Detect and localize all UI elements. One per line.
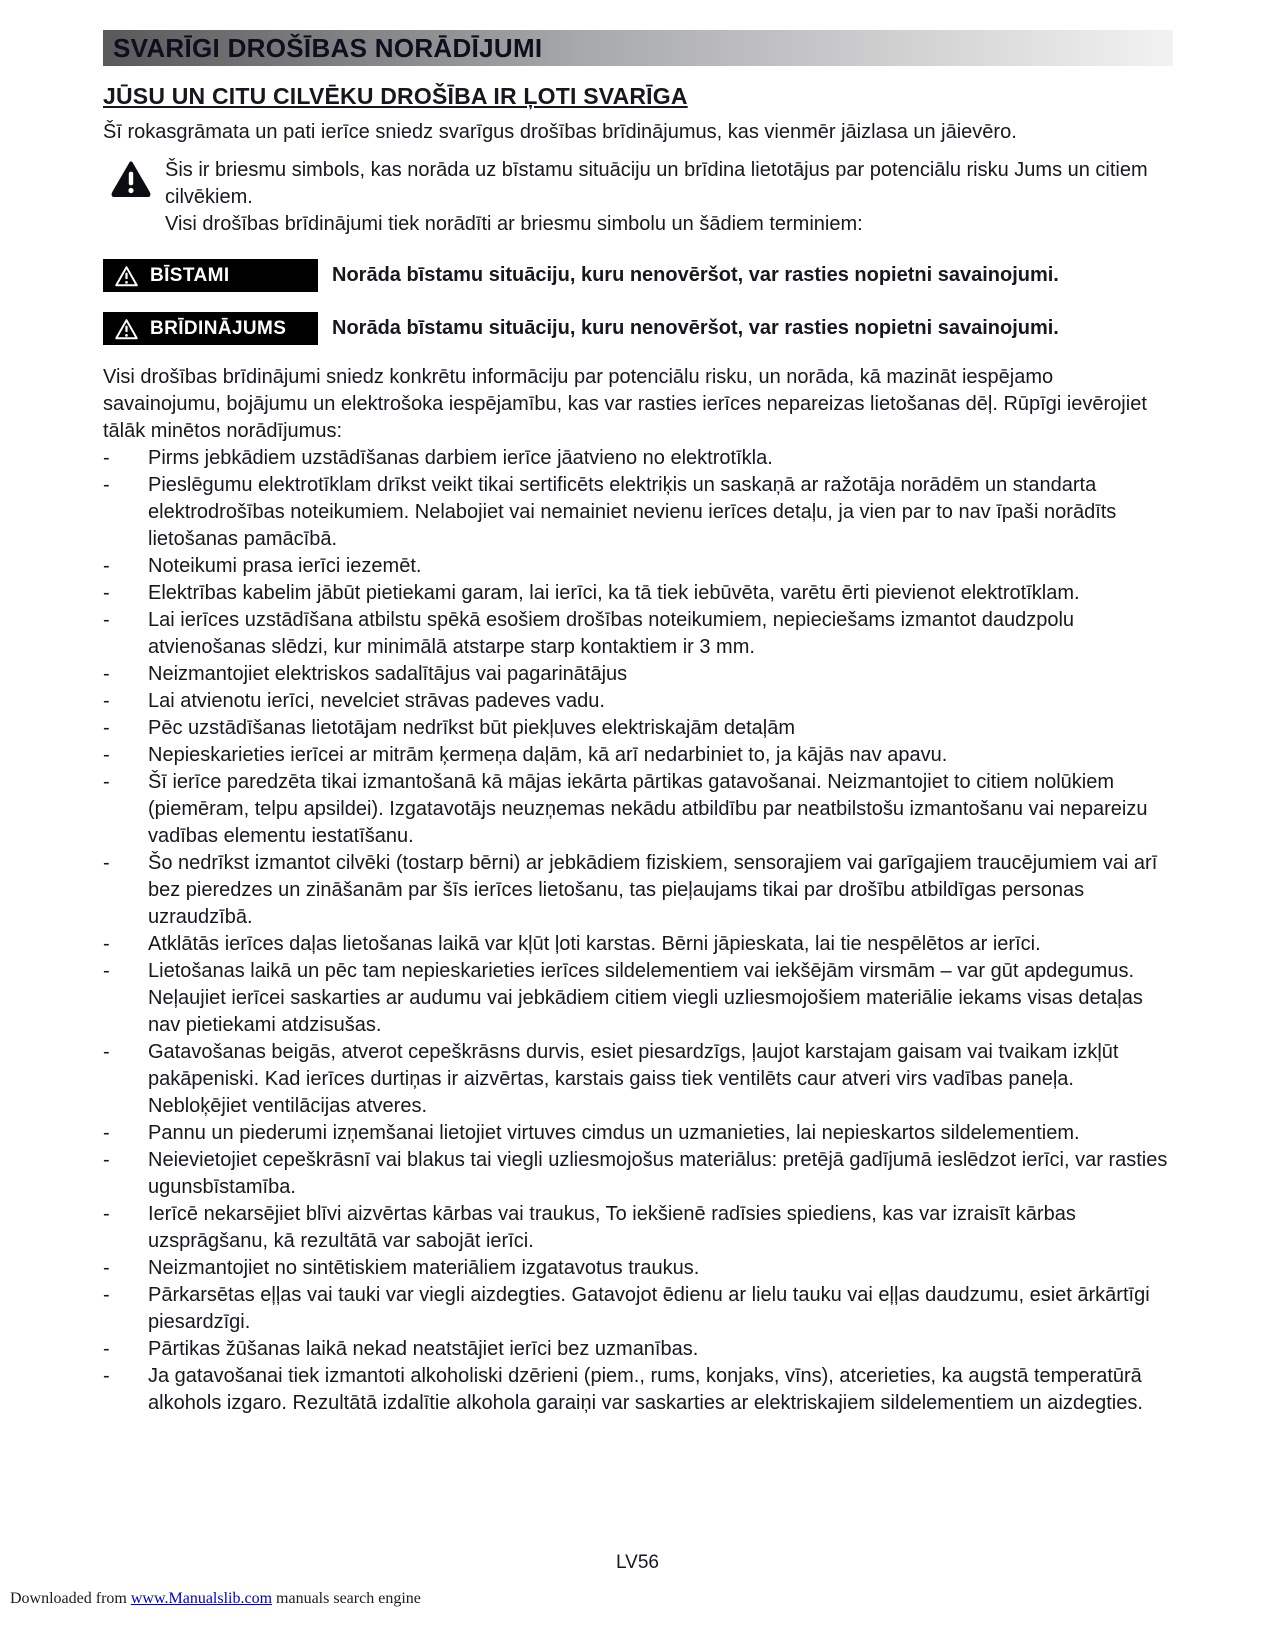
bullet-dash: - [103,1338,110,1360]
list-item-text: Nepieskarieties ierīcei ar mitrām ķermeņa daļām, kā arī nedarbiniet to, ja kājās nav apavu. [148,744,948,766]
page-content [103,30,1173,1417]
list-item-text: Lietošanas laikā un pēc tam nepieskarieties ierīces sildelementiem vai iekšējām virsmām – var gūt apdegumus. Neļaujiet ierīcei saskarties ar audumu vai jebkādiem citiem viegli uzliesmojošiem materiālie iekams visas detaļas nav pietiekami atdzisušas. [148,960,1143,1036]
list-item [103,445,1173,472]
warning-badges [103,259,1173,345]
warning-text: Norāda bīstamu situāciju, kuru nenovēršot, var rasties nopietni savainojumi. [332,317,1059,339]
bullet-dash: - [103,1365,110,1387]
bullet-dash: - [103,1257,110,1279]
list-item [103,769,1173,850]
safety-info-paragraph: Visi drošības brīdinājumi sniedz konkrētu informāciju par potenciālu risku, un norāda, kā mazināt iespējamo savainojumu, bojājumu un elektrošoka iespējamību, kas var rasties ierīces nepareizas lietošanas dēļ. Rūpīgi ievērojiet tālāk minētos norādījumus: [103,366,1147,442]
list-item-text: Pārtikas žūšanas laikā nekad neatstājiet ierīci bez uzmanības. [148,1338,699,1360]
list-item [103,931,1173,958]
list-item [103,661,1173,688]
bullet-dash: - [103,1041,110,1063]
watermark-prefix: Downloaded from [10,1590,131,1607]
list-item [103,958,1173,1039]
list-item-text: Pirms jebkādiem uzstādīšanas darbiem ierīce jāatvieno no elektrotīkla. [148,447,773,469]
warning-row [103,312,1173,345]
bullet-dash: - [103,555,110,577]
list-item [103,1282,1173,1336]
list-item-text: Atklātās ierīces daļas lietošanas laikā var kļūt ļoti karstas. Bērni jāpieskata, lai tie nespēlētos ar ierīci. [148,933,1041,955]
bullet-dash: - [103,933,110,955]
bullet-dash: - [103,690,110,712]
warning-triangle-icon [114,318,139,340]
list-item-text: Šī ierīce paredzēta tikai izmantošanā kā mājas iekārta pārtikas gatavošanai. Neizmantojiet to citiem nolūkiem (piemēram, telpu apsildei). Izgatavotājs neuzņemas nekādu atbildību par neatbilstošu izmantošanu vai nepareizu vadības elementu iestatīšanu. [148,771,1148,847]
watermark [10,1590,421,1608]
list-item [103,1120,1173,1147]
list-item [103,850,1173,931]
warning-badge-label: BRĪDINĀJUMS [150,317,287,339]
warning-badge [103,259,318,292]
manualslib-link[interactable]: www.Manualslib.com [130,1590,273,1607]
list-item [103,472,1173,553]
list-item [103,607,1173,661]
warning-badge [103,312,318,345]
symbol-terms-note: Visi drošības brīdinājumi tiek norādīti ar briesmu simbolu un šādiem terminiem: [165,213,863,235]
bullet-dash: - [103,1203,110,1225]
bullet-dash: - [103,1149,110,1171]
bullet-dash: - [103,609,110,631]
hazard-symbol-row [103,157,1173,238]
safety-instructions-list [103,445,1173,1417]
list-item-text: Ierīcē nekarsējiet blīvi aizvērtas kārbas vai traukus, To iekšienē radīsies spiediens, kas var izraisīt kārbas uzsprāgšanu, kā rezultātā var sabojāt ierīci. [148,1203,1076,1252]
warning-text: Norāda bīstamu situāciju, kuru nenovēršot, var rasties nopietni savainojumi. [332,264,1059,286]
list-item-text: Pēc uzstādīšanas lietotājam nedrīkst būt piekļuves elektriskajām detaļām [148,717,795,739]
list-item-text: Elektrības kabelim jābūt pietiekami garam, lai ierīci, ka tā tiek iebūvēta, varētu ērti pievienot elektrotīklam. [148,582,1080,604]
list-item [103,580,1173,607]
bullet-dash: - [103,474,110,496]
section-title-bar [103,30,1173,66]
list-item [103,1255,1173,1282]
list-item-text: Gatavošanas beigās, atverot cepeškrāsns durvis, esiet piesardzīgs, ļaujot karstajam gaisam vai tvaikam izkļūt pakāpeniski. Kad ierīces durtiņas ir aizvērtas, karstais gaiss tiek ventilēts caur atveri virs vadības paneļa. Nebloķējiet ventilācijas atveres. [148,1041,1119,1117]
warning-badge-label: BĪSTAMI [150,264,230,286]
list-item-text: Lai atvienotu ierīci, nevelciet strāvas padeves vadu. [148,690,605,712]
warning-triangle-icon [114,265,139,287]
list-item-text: Pannu un piederumi izņemšanai lietojiet virtuves cimdus un uzmanieties, lai nepieskartos sildelementiem. [148,1122,1080,1144]
list-item [103,1336,1173,1363]
list-item-text: Lai ierīces uzstādīšana atbilstu spēkā esošiem drošības noteikumiem, nepieciešams izmantot daudzpolu atvienošanas slēdzi, kur minimālā atstarpe starp kontaktiem ir 3 mm. [148,609,1075,658]
bullet-dash: - [103,1122,110,1144]
list-item [103,1147,1173,1201]
list-item-text: Noteikumi prasa ierīci iezemēt. [148,555,422,577]
list-item [103,553,1173,580]
bullet-dash: - [103,1284,110,1306]
safety-heading: JŪSU UN CITU CILVĒKU DROŠĪBA IR ĻOTI SVARĪGA [103,83,688,109]
list-item-text: Neievietojiet cepeškrāsnī vai blakus tai viegli uzliesmojošus materiālus: pretējā gadījumā ieslēdzot ierīci, var rasties ugunsbīstamība. [148,1149,1168,1198]
symbol-description: Šis ir briesmu simbols, kas norāda uz bīstamu situāciju un brīdina lietotājus par potenciālu risku Jums un citiem cilvēkiem. [165,159,1148,208]
bullet-dash: - [103,771,110,793]
bullet-dash: - [103,960,110,982]
page-number: LV56 [616,1552,659,1573]
warning-row [103,259,1173,292]
page-title: SVARĪGI DROŠĪBAS NORĀDĪJUMI [113,32,543,63]
list-item [103,715,1173,742]
list-item [103,1363,1173,1417]
bullet-dash: - [103,852,110,874]
list-item [103,1039,1173,1120]
bullet-dash: - [103,663,110,685]
bullet-dash: - [103,582,110,604]
hazard-symbol-text [165,157,1173,238]
watermark-suffix: manuals search engine [272,1590,421,1607]
list-item-text: Pārkarsētas eļļas vai tauki var viegli aizdegties. Gatavojot ēdienu ar lielu tauku vai eļļas daudzumu, esiet ārkārtīgi piesardzīgi. [148,1284,1150,1333]
list-item-text: Neizmantojiet elektriskos sadalītājus vai pagarinātājus [148,663,628,685]
warning-triangle-icon [111,160,151,197]
bullet-dash: - [103,717,110,739]
intro-paragraph: Šī rokasgrāmata un pati ierīce sniedz svarīgus drošības brīdinājumus, kas vienmēr jāizlasa un jāievēro. [103,121,1017,143]
list-item-text: Ja gatavošanai tiek izmantoti alkoholiski dzērieni (piem., rums, konjaks, vīns), atcerieties, ka augstā temperatūrā alkohols izgaro. Rezultātā izdalītie alkohola garaiņi var saskarties ar elektriskajiem sildelementiem un aizdegties. [148,1365,1143,1414]
list-item-text: Šo nedrīkst izmantot cilvēki (tostarp bērni) ar jebkādiem fiziskiem, sensorajiem vai garīgajiem traucējumiem vai arī bez pieredzes un zināšanām par šīs ierīces lietošanu, tas pieļaujams tikai par drošību atbildīgas personas uzraudzībā. [148,852,1158,928]
list-item-text: Pieslēgumu elektrotīklam drīkst veikt tikai sertificēts elektriķis un saskaņā ar ražotāja norādēm un standarta elektrodrošības noteikumiem. Nelabojiet vai nemainiet nevienu ierīces detaļu, ja vien par to nav īpaši norādīts lietošanas pamācībā. [148,474,1117,550]
list-item [103,1201,1173,1255]
list-item-text: Neizmantojiet no sintētiskiem materiāliem izgatavotus traukus. [148,1257,700,1279]
list-item [103,688,1173,715]
bullet-dash: - [103,744,110,766]
list-item [103,742,1173,769]
bullet-dash: - [103,447,110,469]
